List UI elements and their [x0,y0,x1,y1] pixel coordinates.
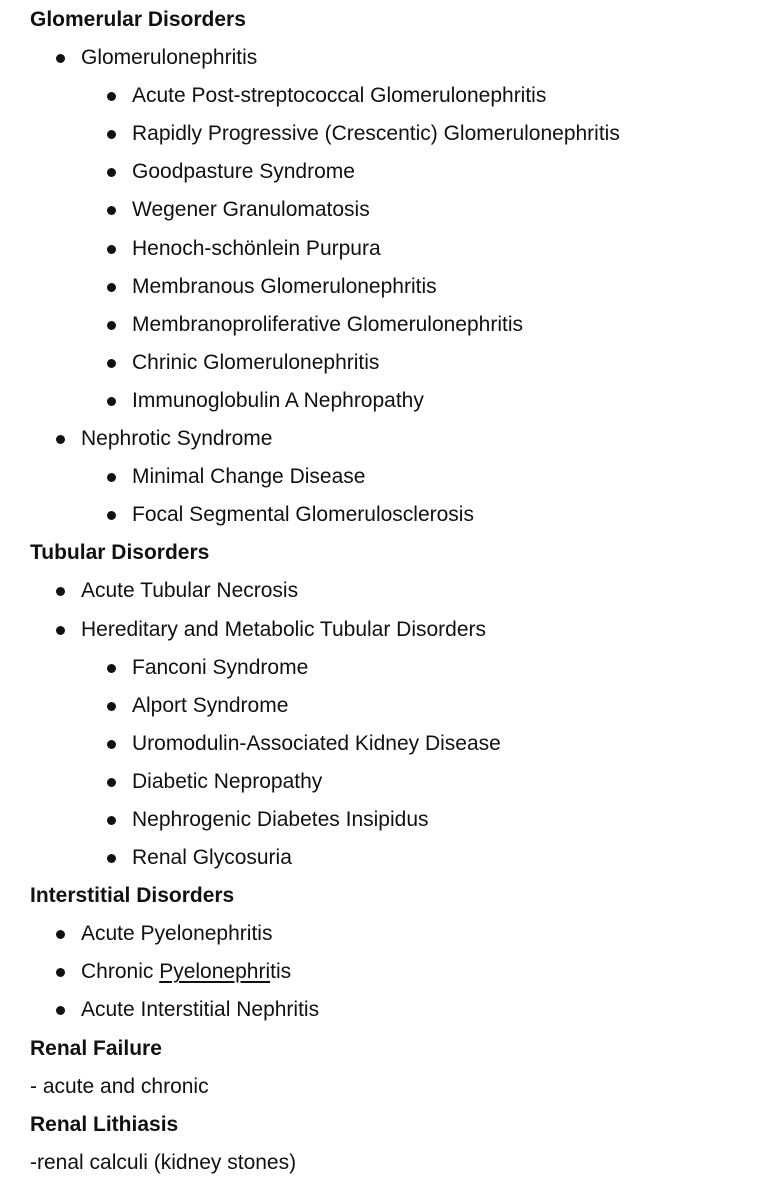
bullet-icon [107,854,116,863]
bullet-icon [56,1006,65,1015]
list-item [0,649,776,687]
list-item-label-suffix: tis [270,960,292,984]
bullet-icon [107,473,116,482]
list-item-label-prefix: Chronic [81,960,160,984]
list-item [0,725,776,763]
list-item-label: Glomerulonephritis [81,46,258,70]
bullet-icon [56,930,65,939]
list-item-label: Focal Segmental Glomerulosclerosis [132,503,474,527]
list-item-label: Uromodulin-Associated Kidney Disease [132,731,501,755]
list-item-label: Wegener Granulomatosis [132,198,370,222]
bullet-icon [107,321,116,330]
list-item-acute-pyelonephritis [0,915,776,953]
bullet-icon [107,816,116,825]
renal-failure-note: - acute and chronic [30,1074,209,1098]
spelling-underlined-text: Pyelonephri [159,960,271,984]
bullet-icon [56,435,65,444]
bullet-icon [107,206,116,215]
bullet-icon [107,283,116,292]
bullet-icon [107,397,116,406]
list-item-glomerulonephritis [0,39,776,77]
bullet-icon [107,740,116,749]
list-item-label: Acute Tubular Necrosis [81,579,299,603]
list-item-label: Membranous Glomerulonephritis [132,274,437,298]
list-item-label: Goodpasture Syndrome [132,160,355,184]
bullet-icon [107,245,116,254]
section-heading-glomerular: Glomerular Disorders [30,8,246,31]
list-item-label: Immunoglobulin A Nephropathy [132,388,424,412]
list-item-acute-interstitial-nephritis [0,991,776,1029]
list-item [0,496,776,534]
list-item-chronic-pyelonephritis [0,953,776,991]
list-item-label: Chrinic Glomerulonephritis [132,350,380,374]
list-item-label: Fanconi Syndrome [132,655,309,679]
list-item-label: Acute Post-streptococcal Glomerulonephritis [132,84,547,108]
list-item [0,153,776,191]
bullet-icon [56,54,65,63]
renal-lithiasis-note: -renal calculi (kidney stones) [30,1150,297,1174]
list-item-label: Nephrotic Syndrome [81,427,273,451]
list-item-label: Acute Interstitial Nephritis [81,998,320,1022]
list-item [0,230,776,268]
section-heading-renal-lithiasis: Renal Lithiasis [30,1112,179,1136]
list-item-label: Rapidly Progressive (Crescentic) Glomerulonephritis [132,122,620,146]
list-item-label: Renal Glycosuria [132,846,292,870]
bullet-icon [107,92,116,101]
list-item [0,344,776,382]
section-heading-tubular: Tubular Disorders [30,541,210,565]
list-item-label: Hereditary and Metabolic Tubular Disorders [81,617,487,641]
bullet-icon [107,511,116,520]
list-item-label: Minimal Change Disease [132,465,366,489]
list-item-label: Alport Syndrome [132,693,289,717]
list-item-label: Nephrogenic Diabetes Insipidus [132,807,429,831]
bullet-icon [107,168,116,177]
list-item-label: Diabetic Nepropathy [132,769,323,793]
bullet-icon [56,968,65,977]
list-item-hereditary-metabolic [0,611,776,649]
bullet-icon [107,702,116,711]
list-item [0,839,776,877]
list-item [0,801,776,839]
list-item [0,687,776,725]
list-item-label: Acute Pyelonephritis [81,922,273,946]
bullet-icon [107,778,116,787]
list-item-acute-tubular-necrosis [0,572,776,610]
list-item [0,77,776,115]
list-item [0,268,776,306]
list-item [0,306,776,344]
bullet-icon [107,130,116,139]
bullet-icon [107,359,116,368]
bullet-icon [107,664,116,673]
list-item [0,382,776,420]
list-item [0,191,776,229]
list-item-label: Henoch-schönlein Purpura [132,236,381,260]
section-heading-interstitial: Interstitial Disorders [30,884,235,908]
section-heading-renal-failure: Renal Failure [30,1036,162,1060]
list-item [0,115,776,153]
bullet-icon [56,626,65,635]
list-item [0,458,776,496]
list-item [0,763,776,801]
list-item-nephrotic-syndrome [0,420,776,458]
list-item-label: Membranoproliferative Glomerulonephritis [132,312,524,336]
bullet-icon [56,587,65,596]
